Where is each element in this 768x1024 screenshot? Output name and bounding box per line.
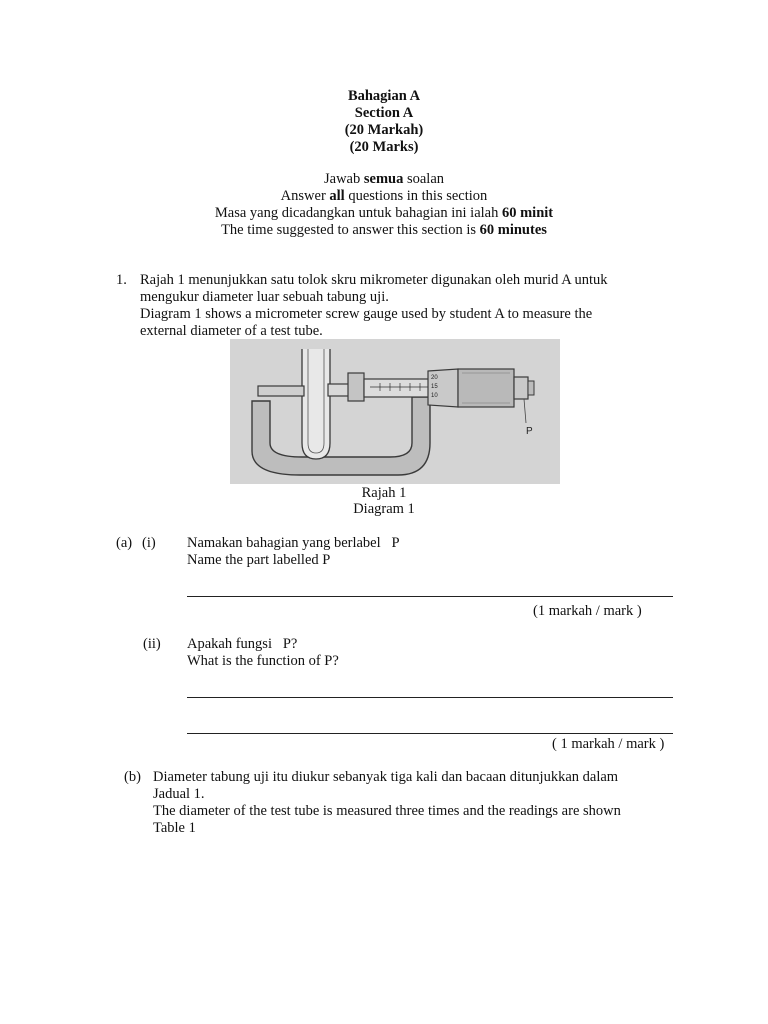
part-b-en-1: The diameter of the test tube is measured three times and the readings are shown xyxy=(153,803,621,819)
figure-caption-ms: Rajah 1 xyxy=(361,485,407,501)
answer-line-a-ii-2[interactable] xyxy=(187,733,673,734)
scale-mark-15: 15 xyxy=(431,384,438,390)
question-stem-ms-2: mengukur diameter luar sebuah tabung uji. xyxy=(140,289,389,305)
scale-mark-10: 10 xyxy=(431,393,438,399)
section-heading-ms: Bahagian A xyxy=(347,88,421,104)
scale-mark-20: 20 xyxy=(431,375,438,381)
part-a-label: (a) xyxy=(116,535,133,551)
instruction-time-ms: Masa yang dicadangkan untuk bahagian ini ialah 60 minit xyxy=(214,205,554,221)
part-a-i-marks: (1 markah / mark ) xyxy=(533,603,642,619)
instruction-time-en: The time suggested to answer this section is 60 minutes xyxy=(221,222,547,238)
part-a-ii-marks: ( 1 markah / mark ) xyxy=(552,736,665,752)
marks-ms: (20 Markah) xyxy=(344,122,424,138)
part-a-i-ms: Namakan bahagian yang berlabel P xyxy=(187,535,400,551)
instruction-answer-ms: Jawab semua soalan xyxy=(323,171,445,187)
figure-caption-en: Diagram 1 xyxy=(353,501,415,517)
part-b-ms-2: Jadual 1. xyxy=(153,786,205,802)
part-a-i-label: (i) xyxy=(142,535,156,551)
part-a-ii-label: (ii) xyxy=(143,636,161,652)
part-b-ms-1: Diameter tabung uji itu diukur sebanyak tiga kali dan bacaan ditunjukkan dalam xyxy=(153,769,619,785)
part-b-en-2: Table 1 xyxy=(153,820,196,836)
part-a-i-en: Name the part labelled P xyxy=(187,552,331,568)
answer-line-a-ii-1[interactable] xyxy=(187,697,673,698)
question-stem-ms-1: Rajah 1 menunjukkan satu tolok skru mikrometer digunakan oleh murid A untuk xyxy=(140,272,608,288)
question-stem-en-1: Diagram 1 shows a micrometer screw gauge used by student A to measure the xyxy=(140,306,593,322)
part-b-label: (b) xyxy=(124,769,141,785)
answer-line-a-i[interactable] xyxy=(187,596,673,597)
part-a-ii-ms: Apakah fungsi P? xyxy=(187,636,298,652)
marks-en: (20 Marks) xyxy=(349,139,419,155)
instruction-answer-en: Answer all questions in this section xyxy=(280,188,488,204)
micrometer-diagram xyxy=(230,339,560,484)
micrometer-illustration xyxy=(230,339,560,484)
section-heading-en: Section A xyxy=(354,105,414,121)
question-number: 1. xyxy=(116,272,127,288)
label-p: P xyxy=(526,426,533,437)
part-a-ii-en: What is the function of P? xyxy=(187,653,339,669)
question-stem-en-2: external diameter of a test tube. xyxy=(140,323,323,339)
